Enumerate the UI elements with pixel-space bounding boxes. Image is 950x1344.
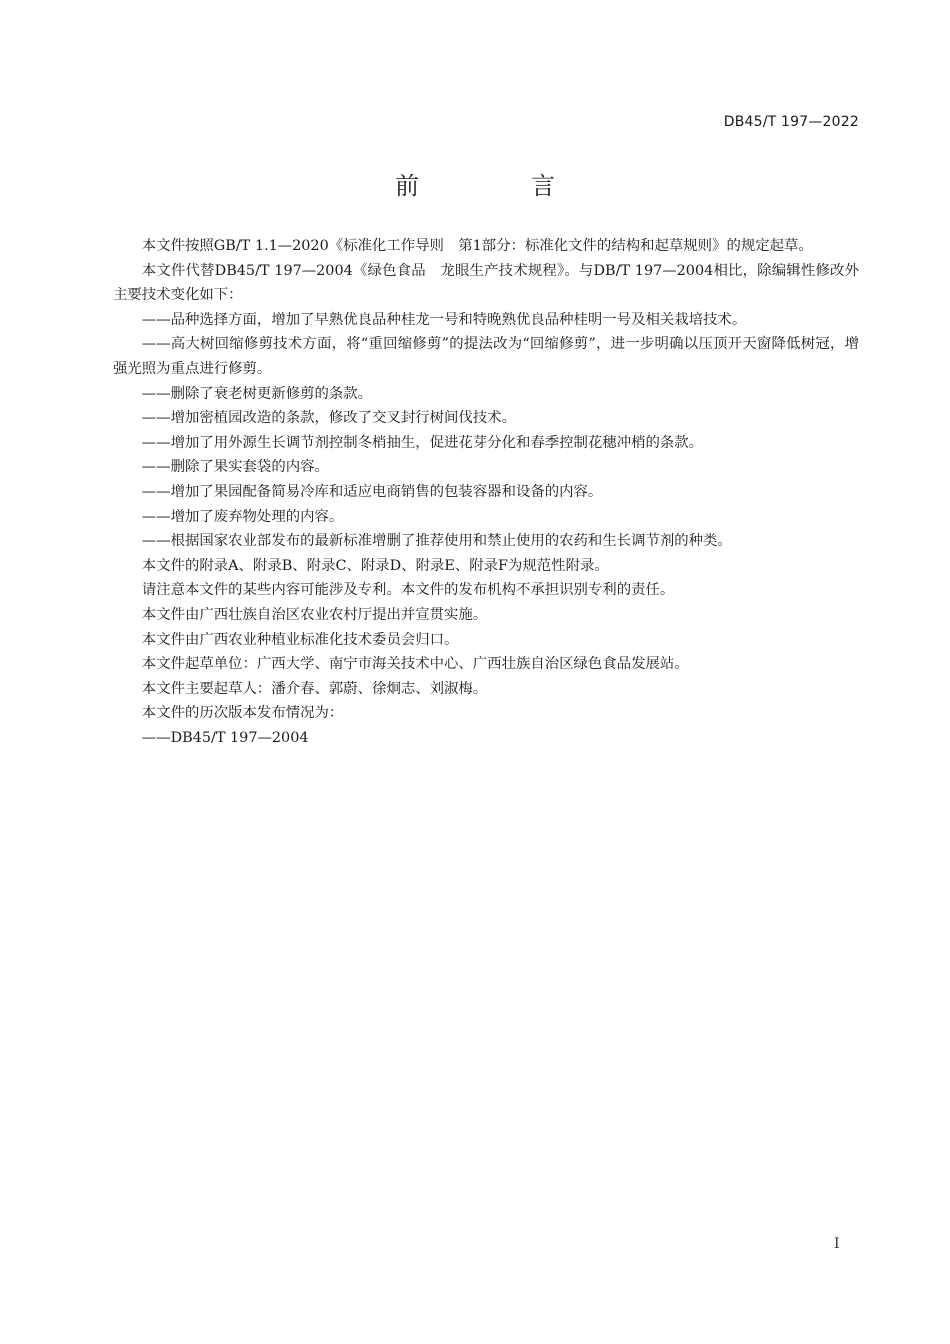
change-item: ——增加密植园改造的条款，修改了交叉封行树间伐技术。 bbox=[141, 410, 516, 427]
paragraph-patent-notice: 请注意本文件的某些内容可能涉及专利。本文件的发布机构不承担识别专利的责任。 bbox=[141, 582, 675, 599]
history-item: ——DB45/T 197—2004 bbox=[141, 729, 309, 746]
standard-code: DB45/T 197—2022 bbox=[723, 114, 859, 130]
change-item: ——高大树回缩修剪技术方面，将“重回缩修剪”的提法改为“回缩修剪”，进一步明确以压顶开天窗降低树冠，增强光照为重点进行修剪。 bbox=[113, 336, 859, 377]
page-title: 前 言 bbox=[395, 172, 599, 201]
paragraph-proposer: 本文件由广西壮族自治区农业农村厅提出并宣贯实施。 bbox=[141, 606, 488, 623]
change-item: ——增加了果园配备简易冷库和适应电商销售的包装容器和设备的内容。 bbox=[141, 483, 603, 500]
paragraph-committee: 本文件由广西农业种植业标准化技术委员会归口。 bbox=[141, 631, 459, 648]
change-item: ——删除了果实套袋的内容。 bbox=[141, 459, 329, 476]
paragraph-drafters: 本文件主要起草人：潘介春、郭蔚、徐炯志、刘淑梅。 bbox=[141, 680, 488, 697]
paragraph-appendices: 本文件的附录A、附录B、附录C、附录D、附录E、附录F为规范性附录。 bbox=[141, 557, 609, 574]
change-item: ——增加了用外源生长调节剂控制冬梢抽生，促进花芽分化和春季控制花穗冲梢的条款。 bbox=[141, 434, 704, 451]
paragraph-history: 本文件的历次版本发布情况为： bbox=[141, 705, 344, 722]
document-body bbox=[113, 234, 859, 750]
paragraph-drafting-basis: 本文件按照GB/T 1.1—2020《标准化工作导则 第1部分：标准化文件的结构和起草规则》的规定起草。 bbox=[141, 238, 813, 254]
paragraph-drafting-units: 本文件起草单位：广西大学、南宁市海关技术中心、广西壮族自治区绿色食品发展站。 bbox=[141, 656, 689, 673]
paragraph-replacement: 本文件代替DB45/T 197—2004《绿色食品 龙眼生产技术规程》。与DB/T 197—2004相比，除编辑性修改外主要技术变化如下： bbox=[113, 262, 859, 304]
change-item: ——根据国家农业部发布的最新标准增删了推荐使用和禁止使用的农药和生长调节剂的种类。 bbox=[141, 533, 732, 550]
page-number: I bbox=[834, 1236, 840, 1252]
change-item: ——品种选择方面，增加了早熟优良品种桂龙一号和特晚熟优良品种桂明一号及相关栽培技术。 bbox=[141, 311, 747, 328]
change-item: ——增加了废弃物处理的内容。 bbox=[141, 508, 344, 525]
change-item: ——删除了衰老树更新修剪的条款。 bbox=[141, 385, 373, 402]
